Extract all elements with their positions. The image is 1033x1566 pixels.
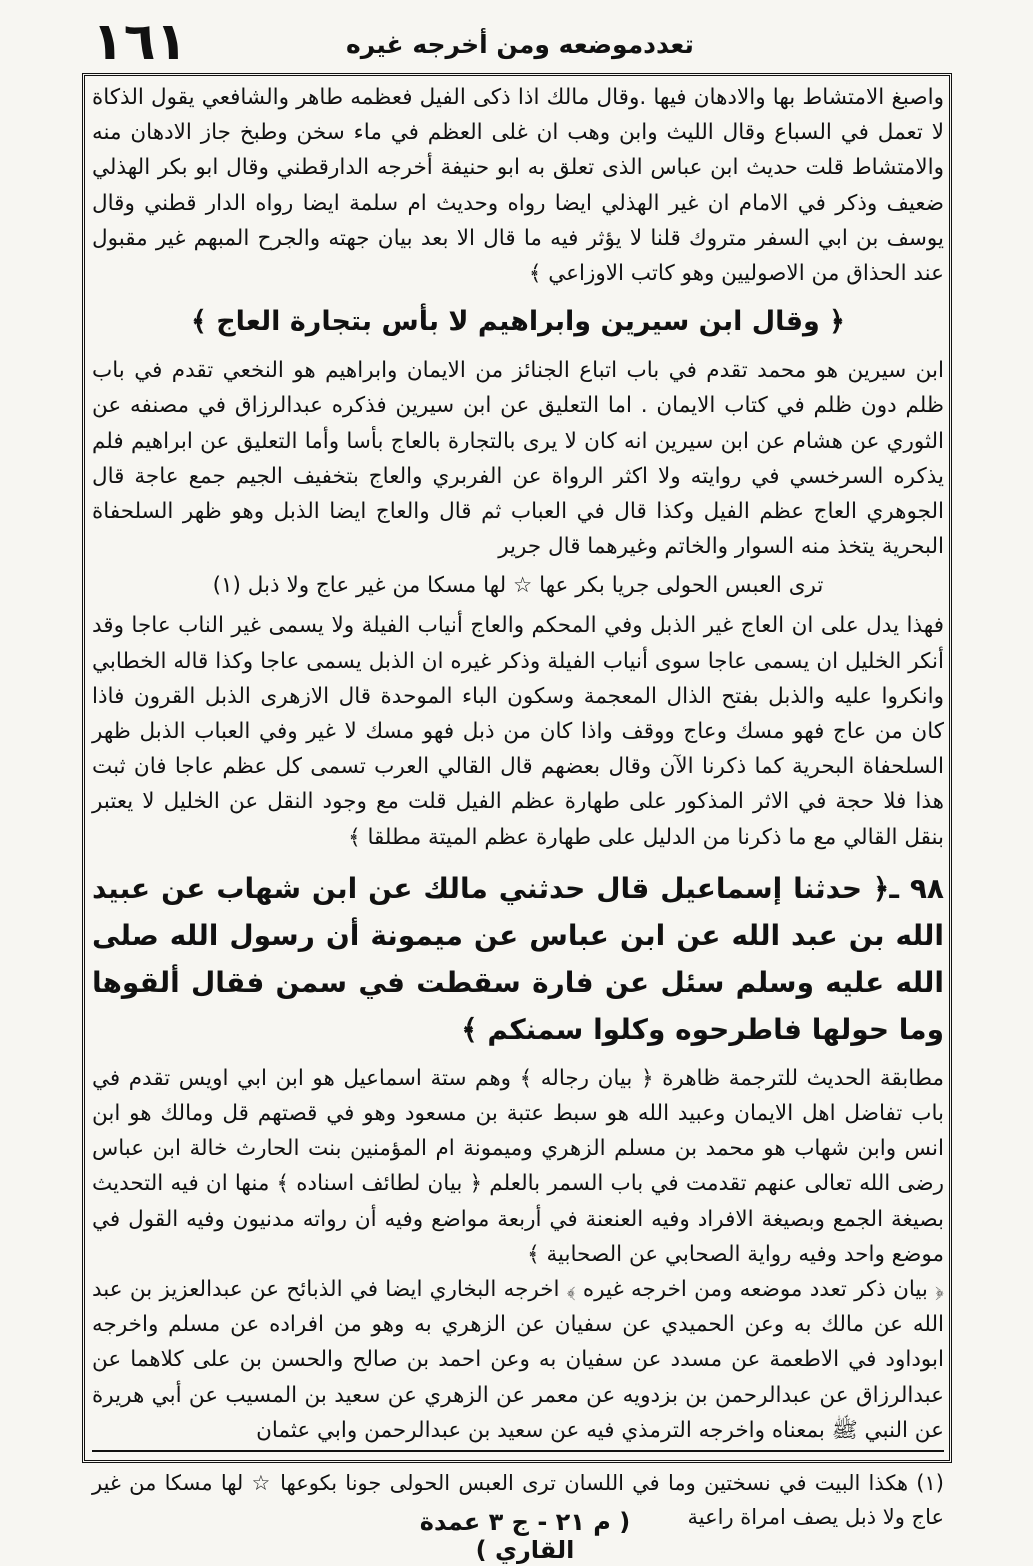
volume-reference: ( م ٢١ - ج ٣ عمدة القاري ): [419, 1508, 631, 1564]
paragraph-4: مطابقة الحديث للترجمة ظاهرة ﴿ بيان رجاله ﴾ وهم ستة اسماعيل هو ابن ابي اويس تقدم في باب تفاضل اهل الايمان وعبيد الله هو سبط عتبة بن مسعود وهو في قصتهم قل ومالك هو ابن انس وابن شهاب هو محمد بن مسلم الزهري وميمونة ام المؤمنين بنت الحارث خالة ابن عباس رضى الله تعالى عنهم تقدمت في باب السمر بالعلم ﴿ بيان لطائف اسناده ﴾ منها ان فيه التحديث بصيغة الجمع وبصيغة الافراد وفيه العنعنة في أربعة مواضع وفيه أن رواته مدنيون وفيه القول في موضع واحد وفيه رواية الصحابي عن الصحابية ﴾: [92, 1065, 944, 1267]
paragraph-1: واصبغ الامتشاط بها والادهان فيها .وقال مالك اذا ذكى الفيل فعظمه طاهر والشافعي يقول الذكاة لا تعمل في السباع وقال الليث وابن وهب ان غلى العظم في ماء سخن وطبخ جاز الادهان منه والامتشاط قلت حديث ابن عباس الذى تعلق به ابو حنيفة أخرجه الدارقطني وقال ابو بكر الهذلي ضعيف وذكر في الامام ان غير الهذلي ايضا رواه وحديث ام سلمة ايضا رواه الدار قطني وقال يوسف بن ابي السفر متروك قلنا لا يؤثر فيه ما قال الا بعد بيان جهته والجرح المبهم غير مقبول عند الحذاق من الاصوليين وهو كاتب الاوزاعي ﴾: [92, 85, 944, 287]
main-text: [92, 80, 944, 1534]
paragraph-2: ابن سيرين هو محمد تقدم في باب اتباع الجنائز من الايمان وابراهيم هو النخعي تقدم في باب ظلم دون ظلم في كتاب الايمان . اما التعليق عن ابن سيرين فذكره عبدالرزاق في مصنفه عن الثوري عن هشام عن ابن سيرين انه كان لا يرى بالتجارة بالعاج بأسا وأما التعليق عن ابراهيم فلم يذكره السرخسي في روايته ولا اكثر الرواة عن الفربري والعاج بتخفيف الجيم جمع عاجة قال الجوهري العاج عظم الفيل وكذا قال في العباب ثم قال والعاج ايضا الذبل وهو ظهر السلحفاة البحرية يتخذ منه السوار والخاتم وغيرهما قال جرير: [92, 358, 944, 560]
footnote-divider: [92, 1450, 944, 1452]
poem-verse: ترى العبس الحولى جريا بكر عها ☆ لها مسكا من غير عاج ولا ذبل (١): [212, 573, 824, 599]
paragraph-3: فهذا يدل على ان العاج غير الذبل وفي المحكم والعاج أنياب الفيلة ولا يسمى غير الناب عاجا وقد أنكر الخليل ان يسمى عاجا سوى أنياب الفيلة وذكر غيره ان الذبل يسمى عاجا وكذا قاله الخطابي وانكروا عليه والذبل بفتح الذال المعجمة وسكون الباء الموحدة قال الازهرى الذبل القرون فاذا كان من عاج فهو مسك وعاج ووقف واذا كان من ذبل فهو مسك لا غير وفي العباب الذبل ظهر السلحفاة البحرية كما ذكرنا الآن وقال بعضهم قال القالي العرب تسمى كل عظم عاجا فان ثبت هذا فلا حجة في الاثر المذكور على طهارة عظم الفيل قلت مع وجود النقل عن الخليل لا يعتبر بنقل القالي مع ما ذكرنا من الدليل على طهارة عظم الميتة مطلقا ﴾: [92, 613, 944, 850]
footnote: (١) هكذا البيت في نسختين وما في اللسان ترى العبس الحولى جونا بكوعها ☆ لها مسكا من غير عاج ولا ذبل يصف امراة راعية: [92, 1471, 944, 1530]
running-title: تعددموضعه ومن أخرجه غيره: [346, 30, 694, 59]
page-number: ١٦١: [92, 12, 188, 72]
paragraph-5: ﴿ بيان ذكر تعدد موضعه ومن اخرجه غيره ﴾ اخرجه البخاري ايضا في الذبائح عن عبدالعزيز بن عبد الله عن مالك به وعن الحميدي عن سفيان عن الزهري به وهو من افراده عن مسلم واخرجه ابوداود في الاطعمة عن مسدد عن سفيان به وعن احمد بن صالح والحسن بن على كلاهما عن عبدالرزاق عن عبدالرحمن بن بزدويه عن معمر عن الزهري عن سعيد بن المسيب عن أبي هريرة عن النبي ﷺ بمعناه واخرجه الترمذي فيه عن سعيد بن عبدالرحمن وابي عثمان: [92, 1277, 944, 1443]
section-heading: ﴿ وقال ابن سيرين وابراهيم لا بأس بتجارة العاج ﴾: [190, 306, 845, 338]
hadith-98: ٩٨ ـ﴿ حدثنا إسماعيل قال حدثني مالك عن ابن شهاب عن عبيد الله بن عبد الله عن ابن عباس عن ميمونة أن رسول الله صلى الله عليه وسلم سئل عن فارة سقطت في سمن فقال ألقوها وما حولها فاطرحوه وكلوا سمنكم ﴾: [92, 871, 944, 1046]
